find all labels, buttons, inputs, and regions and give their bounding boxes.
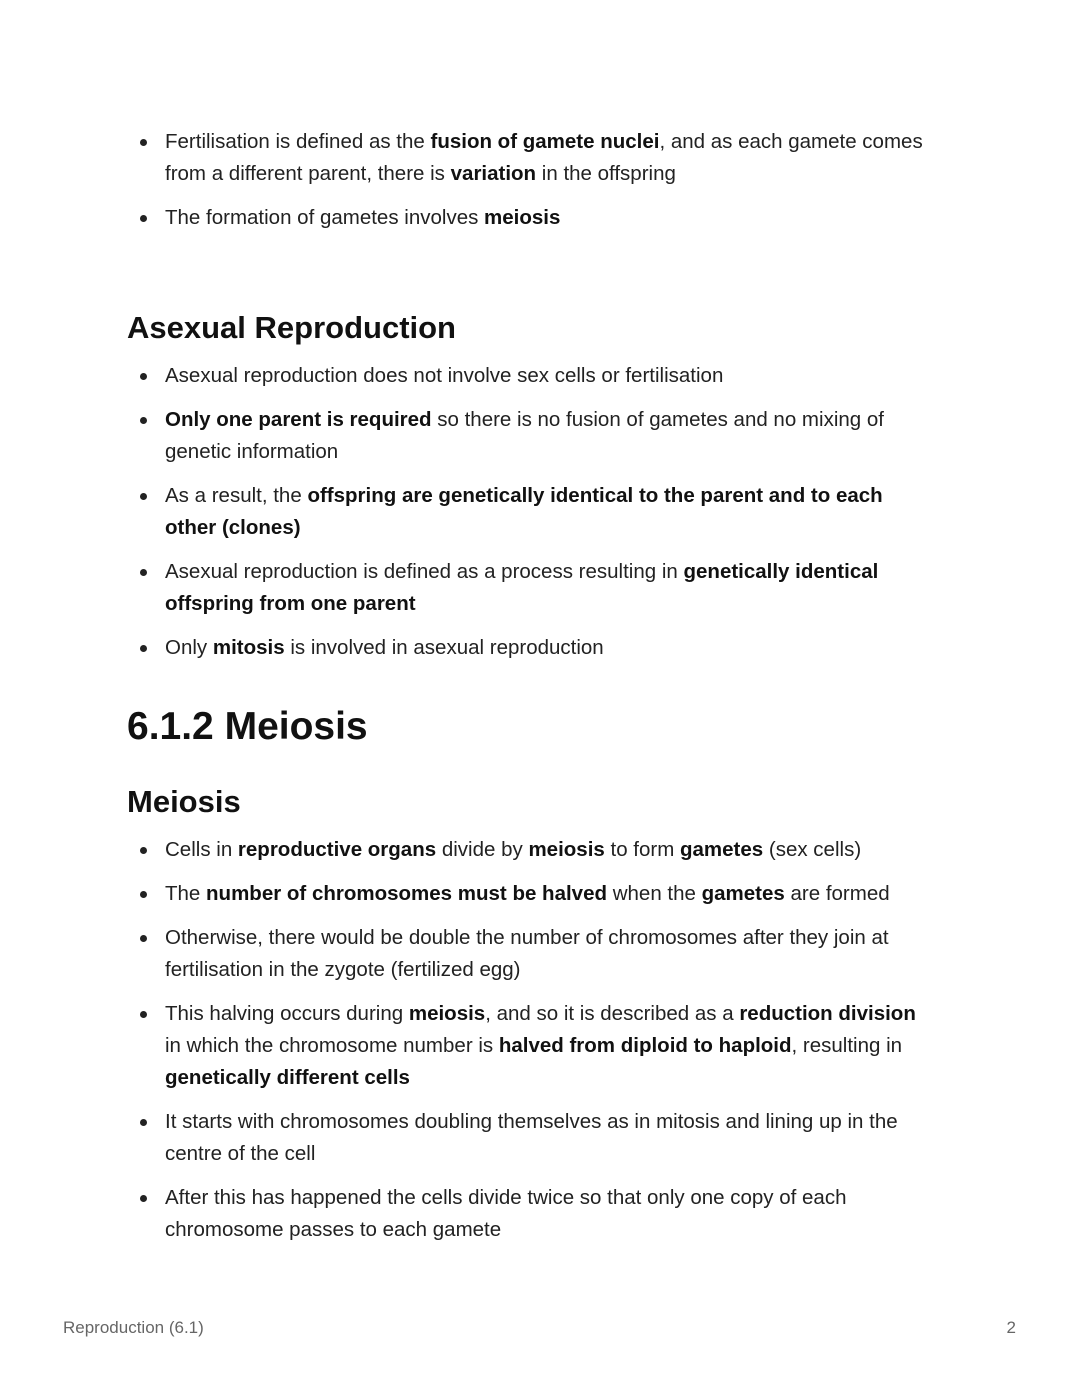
text-run: The xyxy=(165,882,207,905)
text-run: are formed xyxy=(784,882,890,905)
text-run: in which the chromosome number is xyxy=(165,1034,499,1057)
text-run: Asexual reproduction is defined as a process resulting in xyxy=(165,560,684,583)
text-run: This halving occurs during xyxy=(165,1002,409,1025)
bullet-item xyxy=(136,480,936,544)
bold-text: number of chromosomes must be halved xyxy=(206,882,608,905)
bold-text: meiosis xyxy=(528,838,605,861)
bullet-item xyxy=(136,1106,936,1170)
text-run: , resulting in xyxy=(791,1034,903,1057)
text-run: It starts with chromosomes doubling themselves as in mitosis and lining up in the centre of the cell xyxy=(165,1110,898,1165)
bold-text: meiosis xyxy=(408,1002,486,1025)
text-run: As a result, the xyxy=(165,484,308,507)
meiosis-bullet-list xyxy=(136,834,936,1258)
bold-text: gametes xyxy=(701,882,785,905)
bold-text: mitosis xyxy=(212,636,285,659)
bullet-item xyxy=(136,632,936,664)
text-run: Only xyxy=(165,636,213,659)
text-run: Fertilisation is defined as the xyxy=(165,130,431,153)
bullet-item xyxy=(136,360,936,392)
text-run: divide by xyxy=(436,838,529,861)
bold-text: genetically different cells xyxy=(165,1066,410,1089)
bold-text: gametes xyxy=(680,838,764,861)
footer-page-number: 2 xyxy=(1006,1318,1016,1337)
text-run: (sex cells) xyxy=(763,838,862,861)
bold-text: variation xyxy=(450,162,537,185)
text-run: After this has happened the cells divide twice so that only one copy of each chromosome passes to each gamete xyxy=(165,1186,847,1241)
bold-text: fusion of gamete nuclei xyxy=(430,130,660,153)
footer-document-title: Reproduction (6.1) xyxy=(63,1318,204,1337)
bold-text: reduction division xyxy=(739,1002,916,1025)
asexual-reproduction-heading: Asexual Reproduction xyxy=(127,310,456,345)
text-run: in the offspring xyxy=(536,162,676,185)
asexual-bullet-list xyxy=(136,360,936,676)
bullet-item xyxy=(136,1182,936,1246)
text-run: Otherwise, there would be double the number of chromosomes after they join at fertilisation in the zygote (fertilized egg) xyxy=(165,926,889,981)
bullet-item xyxy=(136,556,936,620)
bold-text: genetically identical offspring from one parent xyxy=(165,560,879,615)
bullet-item xyxy=(136,998,936,1094)
bold-text: meiosis xyxy=(484,206,561,229)
text-run: Asexual reproduction does not involve sex cells or fertilisation xyxy=(165,364,724,387)
bullet-item xyxy=(136,404,936,468)
bullet-item xyxy=(136,202,936,234)
bullet-item xyxy=(136,878,936,910)
meiosis-heading: Meiosis xyxy=(127,784,241,819)
bullet-item xyxy=(136,834,936,866)
text-run: , and so it is described as a xyxy=(485,1002,740,1025)
text-run: , and as each gamete comes from a different parent, there is xyxy=(165,130,923,185)
text-run: The formation of gametes involves xyxy=(165,206,485,229)
bold-text: reproductive organs xyxy=(237,838,437,861)
text-run: when the xyxy=(607,882,702,905)
bold-text: halved from diploid to haploid xyxy=(498,1034,792,1057)
text-run: is involved in asexual reproduction xyxy=(284,636,604,659)
bold-text: Only one parent is required xyxy=(165,408,432,431)
text-run: so there is no fusion of gametes and no mixing of genetic information xyxy=(165,408,884,463)
bullet-item xyxy=(136,126,936,190)
text-run: Cells in xyxy=(165,838,238,861)
bullet-item xyxy=(136,922,936,986)
bold-text: offspring are genetically identical to the parent and to each other (clones) xyxy=(165,484,883,539)
section-title: 6.1.2 Meiosis xyxy=(127,705,368,748)
intro-bullet-list xyxy=(136,126,936,246)
text-run: to form xyxy=(604,838,680,861)
